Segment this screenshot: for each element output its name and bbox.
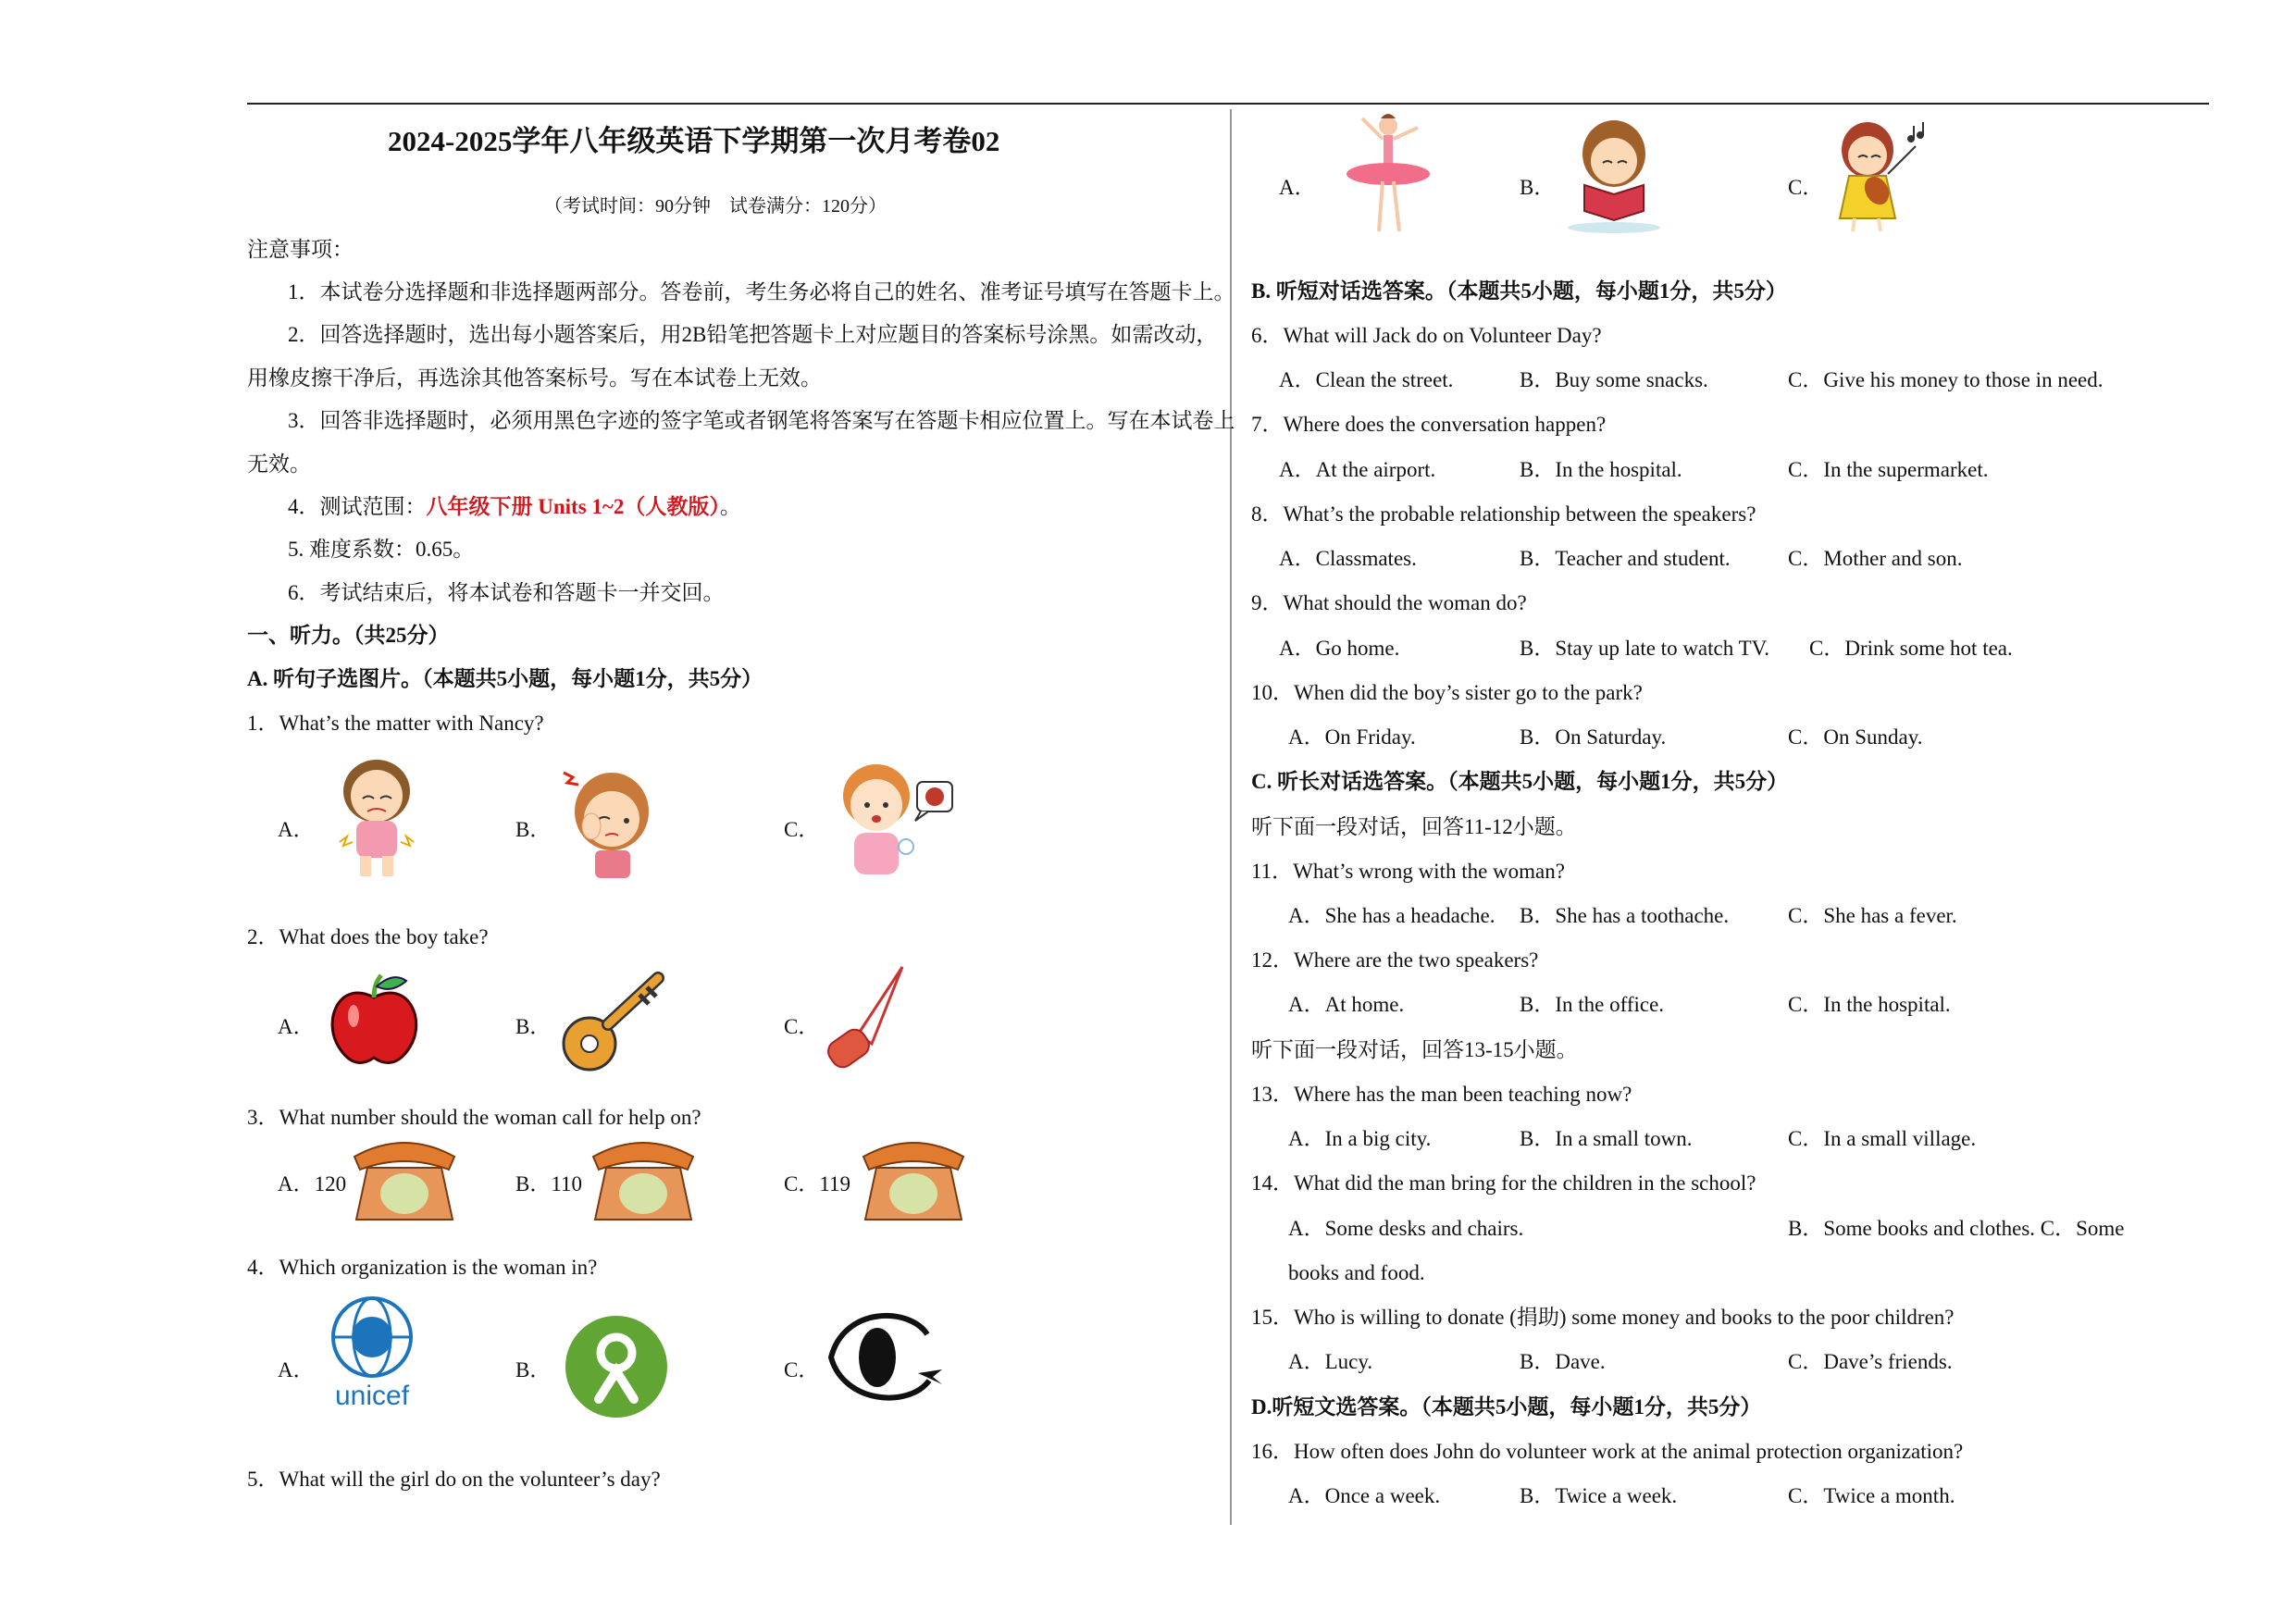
note-1: 1．本试卷分选择题和非选择题两部分。答卷前，考生务必将自己的姓名、准考证号填写在答题卡上。 [288, 280, 1235, 304]
note-3a: 3．回答非选择题时，必须用黑色字迹的签字笔或者钢笔将答案写在答题卡相应位置上。写在本试卷上 [288, 409, 1235, 432]
q3-label-c [784, 1171, 850, 1198]
note-3b: 无效。 [247, 452, 311, 476]
note-4-suffix: 。 [719, 495, 741, 518]
question-15: 15．Who is willing to donate (捐助) some money and books to the poor children? [1251, 1306, 1955, 1329]
telephone-icon [349, 1136, 460, 1224]
ballet-dancer-icon [1334, 109, 1436, 234]
q3-letter-b: B． [515, 1172, 552, 1196]
page-title: 2024-2025学年八年级英语下学期第一次月考卷02 [388, 125, 1000, 157]
note-5: 5. 难度系数：0.65。 [288, 538, 475, 561]
q13-option-c: C．In a small village. [1788, 1127, 1977, 1150]
q3-label-b [515, 1171, 582, 1198]
q15-option-a: A．Lucy. [1288, 1350, 1373, 1373]
q13-option-a: A．In a big city. [1288, 1127, 1432, 1150]
q7-option-b: B．In the hospital. [1520, 458, 1682, 481]
question-1: 1．What’s the matter with Nancy? [247, 712, 544, 735]
q1-label-b: B． [515, 818, 552, 841]
q9-option-c: C．Drink some hot tea. [1809, 637, 2013, 660]
part1-heading: 一、听力。（共25分） [247, 624, 450, 647]
violin-girl-icon [1823, 118, 1934, 234]
q2-label-b: B． [515, 1015, 552, 1038]
q3-letter-a: A． [278, 1172, 315, 1196]
dialogue-intro-2: 听下面一段对话，回答13-15小题。 [1251, 1038, 1578, 1061]
q3-number-a: 120 [314, 1172, 347, 1196]
q8-option-b: B．Teacher and student. [1520, 547, 1731, 570]
stomachache-girl-icon [321, 754, 432, 884]
top-rule [247, 103, 2209, 105]
q4-label-a: A． [278, 1358, 315, 1381]
q1-label-c: C． [784, 818, 820, 841]
unicef-logo-text: unicef [334, 1381, 410, 1411]
question-7: 7．Where does the conversation happen? [1251, 413, 1607, 436]
note-2a: 2．回答选择题时，选出每小题答案后，用2B铅笔把答题卡上对应题目的答案标号涂黑。如需改动， [288, 323, 1218, 346]
q16-option-a: A．Once a week. [1288, 1484, 1441, 1507]
q16-option-b: B．Twice a week. [1520, 1484, 1678, 1507]
q10-option-c: C．On Sunday. [1788, 725, 1923, 749]
question-11: 11．What’s wrong with the woman? [1251, 860, 1565, 883]
note-2b: 用橡皮擦干净后，再选涂其他答案标号。写在本试卷上无效。 [247, 366, 822, 390]
dialogue-intro-1: 听下面一段对话，回答11-12小题。 [1251, 815, 1577, 838]
question-3: 3．What number should the woman call for help on? [247, 1106, 701, 1129]
sectionA-heading: A. 听句子选图片。（本题共5小题，每小题1分，共5分） [247, 667, 763, 690]
question-9: 9．What should the woman do? [1251, 591, 1527, 614]
question-12: 12．Where are the two speakers? [1251, 948, 1539, 972]
note-4-prefix: 4．测试范围： [288, 495, 427, 518]
sectionC-heading: C. 听长对话选答案。（本题共5小题，每小题1分，共5分） [1251, 770, 1789, 793]
q9-option-a: A．Go home. [1279, 637, 1400, 660]
q12-option-b: B．In the office. [1520, 993, 1665, 1016]
eye-logo-icon [825, 1307, 946, 1408]
q6-option-a: A．Clean the street. [1279, 368, 1454, 391]
coughing-girl-icon [821, 754, 955, 884]
key-icon [554, 965, 670, 1076]
apple-icon [321, 970, 428, 1072]
q1-label-a: A． [278, 818, 315, 841]
q6-option-b: B．Buy some snacks. [1520, 368, 1708, 391]
q3-letter-c: C． [784, 1172, 820, 1196]
q7-option-a: A．At the airport. [1279, 458, 1436, 481]
q2-label-a: A． [278, 1015, 315, 1038]
question-4: 4．Which organization is the woman in? [247, 1256, 598, 1279]
q15-option-c: C．Dave’s friends. [1788, 1350, 1953, 1373]
q16-option-c: C．Twice a month. [1788, 1484, 1955, 1507]
q10-option-b: B．On Saturday. [1520, 725, 1667, 749]
question-14: 14．What did the man bring for the children in the school? [1251, 1171, 1756, 1195]
q14-option-bc: B．Some books and clothes. C．Some [1788, 1217, 2125, 1240]
q11-option-b: B．She has a toothache. [1520, 904, 1730, 927]
q3-number-b: 110 [551, 1172, 582, 1196]
q14-option-a: A．Some desks and chairs. [1288, 1217, 1524, 1240]
question-13: 13．Where has the man been teaching now? [1251, 1083, 1632, 1106]
unicef-logo-icon [321, 1295, 423, 1411]
knife-icon [821, 962, 913, 1078]
note-6: 6．考试结束后，将本试卷和答题卡一并交回。 [288, 581, 725, 604]
q8-option-a: A．Classmates. [1279, 547, 1417, 570]
q3-label-a [278, 1171, 346, 1198]
oxfam-logo-icon [564, 1314, 670, 1420]
q11-option-c: C．She has a fever. [1788, 904, 1957, 927]
q14-option-c-cont: books and food. [1288, 1261, 1425, 1284]
q11-option-a: A．She has a headache. [1288, 904, 1496, 927]
q8-option-c: C．Mother and son. [1788, 547, 1963, 570]
telephone-icon [858, 1136, 969, 1224]
note-4 [288, 493, 741, 521]
q10-option-a: A．On Friday. [1288, 725, 1416, 749]
q12-option-c: C．In the hospital. [1788, 993, 1951, 1016]
notes-heading: 注意事项： [247, 238, 354, 261]
q5-label-b: B． [1520, 176, 1556, 199]
telephone-icon [588, 1136, 699, 1224]
q6-option-c: C．Give his money to those in need. [1788, 368, 2104, 391]
question-6: 6．What will Jack do on Volunteer Day? [1251, 324, 1602, 347]
q5-label-a: A． [1279, 176, 1316, 199]
sectionD-heading: D.听短文选答案。（本题共5小题，每小题1分，共5分） [1251, 1395, 1762, 1419]
reading-girl-icon [1557, 118, 1668, 234]
q12-option-a: A．At home. [1288, 993, 1405, 1016]
q15-option-b: B．Dave. [1520, 1350, 1606, 1373]
q5-label-c: C． [1788, 176, 1824, 199]
q4-label-c: C． [784, 1358, 820, 1381]
q7-option-c: C．In the supermarket. [1788, 458, 1989, 481]
exam-info: （考试时间：90分钟 试卷满分：120分） [544, 196, 887, 217]
question-8: 8．What’s the probable relationship between the speakers? [1251, 502, 1756, 526]
headache-girl-icon [554, 754, 661, 884]
q2-label-c: C． [784, 1015, 820, 1038]
q4-label-b: B． [515, 1358, 552, 1381]
question-5: 5．What will the girl do on the volunteer’s day? [247, 1468, 661, 1491]
q13-option-b: B．In a small town. [1520, 1127, 1693, 1150]
question-16: 16．How often does John do volunteer work at the animal protection organization? [1251, 1440, 1964, 1463]
question-10: 10．When did the boy’s sister go to the park? [1251, 681, 1643, 704]
sectionB-heading: B. 听短对话选答案。（本题共5小题，每小题1分，共5分） [1251, 279, 1787, 303]
q3-number-c: 119 [819, 1172, 850, 1196]
question-2: 2．What does the boy take? [247, 925, 489, 948]
column-divider [1230, 109, 1232, 1525]
test-range: 八年级下册 Units 1~2（人教版） [426, 495, 720, 518]
q9-option-b: B．Stay up late to watch TV. [1520, 637, 1770, 660]
